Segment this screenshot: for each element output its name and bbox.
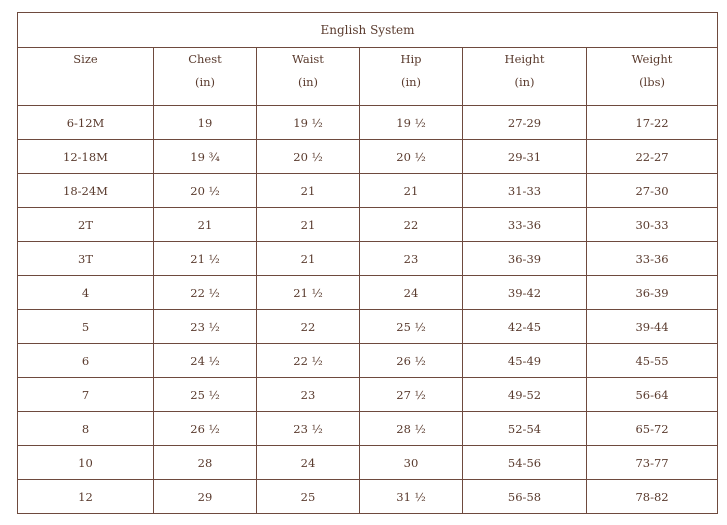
table-cell: 6-12M <box>18 106 154 140</box>
table-cell: 20 ½ <box>257 140 360 174</box>
column-header <box>18 48 154 106</box>
column-header-unit: (in) <box>514 75 535 89</box>
table-cell: 49-52 <box>463 378 587 412</box>
column-header-unit: (in) <box>297 75 319 89</box>
column-header-label: Height <box>504 52 545 66</box>
table-row <box>18 276 718 310</box>
table-cell: 29 <box>154 480 257 514</box>
table-cell: 45-55 <box>587 344 718 378</box>
column-header-label: Weight <box>631 52 673 66</box>
table-cell: 24 <box>257 446 360 480</box>
table-row <box>18 106 718 140</box>
table-cell: 5 <box>18 310 154 344</box>
table-row <box>18 480 718 514</box>
table-cell: 22 ½ <box>154 276 257 310</box>
table-row <box>18 310 718 344</box>
table-cell: 21 <box>360 174 463 208</box>
table-cell: 27-29 <box>463 106 587 140</box>
table-cell: 8 <box>18 412 154 446</box>
column-header <box>463 48 587 106</box>
table-cell: 39-44 <box>587 310 718 344</box>
table-body <box>18 106 718 514</box>
table-cell: 39-42 <box>463 276 587 310</box>
table-cell: 4 <box>18 276 154 310</box>
table-cell: 20 ½ <box>154 174 257 208</box>
table-cell: 78-82 <box>587 480 718 514</box>
table-cell: 21 <box>257 208 360 242</box>
table-cell: 30-33 <box>587 208 718 242</box>
column-header <box>360 48 463 106</box>
column-header-unit: (in) <box>194 75 216 89</box>
column-header <box>154 48 257 106</box>
table-cell: 19 ½ <box>257 106 360 140</box>
table-title: English System <box>18 13 718 48</box>
column-header-label: Waist <box>292 52 324 66</box>
table-cell: 36-39 <box>463 242 587 276</box>
table-cell: 21 ½ <box>257 276 360 310</box>
table-row <box>18 242 718 276</box>
table-row <box>18 174 718 208</box>
table-cell: 19 <box>154 106 257 140</box>
table-cell: 23 <box>257 378 360 412</box>
table-row <box>18 344 718 378</box>
column-header-unit: (in) <box>400 75 422 89</box>
table-cell: 28 ½ <box>360 412 463 446</box>
column-header-label: Size <box>73 52 98 66</box>
column-header-label: Hip <box>400 52 422 66</box>
table-cell: 36-39 <box>587 276 718 310</box>
table-cell: 73-77 <box>587 446 718 480</box>
table-cell: 17-22 <box>587 106 718 140</box>
table-cell: 24 ½ <box>154 344 257 378</box>
table-cell: 65-72 <box>587 412 718 446</box>
table-cell: 21 <box>154 208 257 242</box>
table-cell: 23 <box>360 242 463 276</box>
column-header <box>257 48 360 106</box>
table-cell: 45-49 <box>463 344 587 378</box>
table-cell: 33-36 <box>587 242 718 276</box>
table-cell: 25 <box>257 480 360 514</box>
table-cell: 23 ½ <box>257 412 360 446</box>
table-cell: 54-56 <box>463 446 587 480</box>
table-row <box>18 446 718 480</box>
table-cell: 29-31 <box>463 140 587 174</box>
table-cell: 12 <box>18 480 154 514</box>
table-cell: 19 ¾ <box>154 140 257 174</box>
table-cell: 22 ½ <box>257 344 360 378</box>
size-chart-container <box>17 12 717 514</box>
table-cell: 26 ½ <box>360 344 463 378</box>
table-cell: 10 <box>18 446 154 480</box>
column-header-unit: (lbs) <box>639 75 665 89</box>
size-chart-table <box>17 12 718 514</box>
table-cell: 22-27 <box>587 140 718 174</box>
table-cell: 21 <box>257 242 360 276</box>
table-cell: 56-64 <box>587 378 718 412</box>
table-cell: 25 ½ <box>360 310 463 344</box>
table-cell: 56-58 <box>463 480 587 514</box>
table-cell: 7 <box>18 378 154 412</box>
table-cell: 42-45 <box>463 310 587 344</box>
table-row <box>18 140 718 174</box>
table-cell: 31-33 <box>463 174 587 208</box>
table-cell: 12-18M <box>18 140 154 174</box>
column-header <box>587 48 718 106</box>
table-cell: 20 ½ <box>360 140 463 174</box>
table-cell: 27 ½ <box>360 378 463 412</box>
table-cell: 30 <box>360 446 463 480</box>
table-cell: 22 <box>257 310 360 344</box>
table-row <box>18 412 718 446</box>
table-row <box>18 378 718 412</box>
table-cell: 33-36 <box>463 208 587 242</box>
table-cell: 28 <box>154 446 257 480</box>
table-cell: 31 ½ <box>360 480 463 514</box>
table-cell: 21 ½ <box>154 242 257 276</box>
table-cell: 18-24M <box>18 174 154 208</box>
table-row <box>18 208 718 242</box>
column-header-label: Chest <box>188 52 222 66</box>
table-cell: 52-54 <box>463 412 587 446</box>
table-cell: 6 <box>18 344 154 378</box>
table-cell: 27-30 <box>587 174 718 208</box>
table-cell: 2T <box>18 208 154 242</box>
table-cell: 22 <box>360 208 463 242</box>
table-cell: 21 <box>257 174 360 208</box>
table-cell: 19 ½ <box>360 106 463 140</box>
table-cell: 26 ½ <box>154 412 257 446</box>
table-cell: 23 ½ <box>154 310 257 344</box>
table-cell: 3T <box>18 242 154 276</box>
table-cell: 25 ½ <box>154 378 257 412</box>
header-row <box>18 48 718 106</box>
table-cell: 24 <box>360 276 463 310</box>
